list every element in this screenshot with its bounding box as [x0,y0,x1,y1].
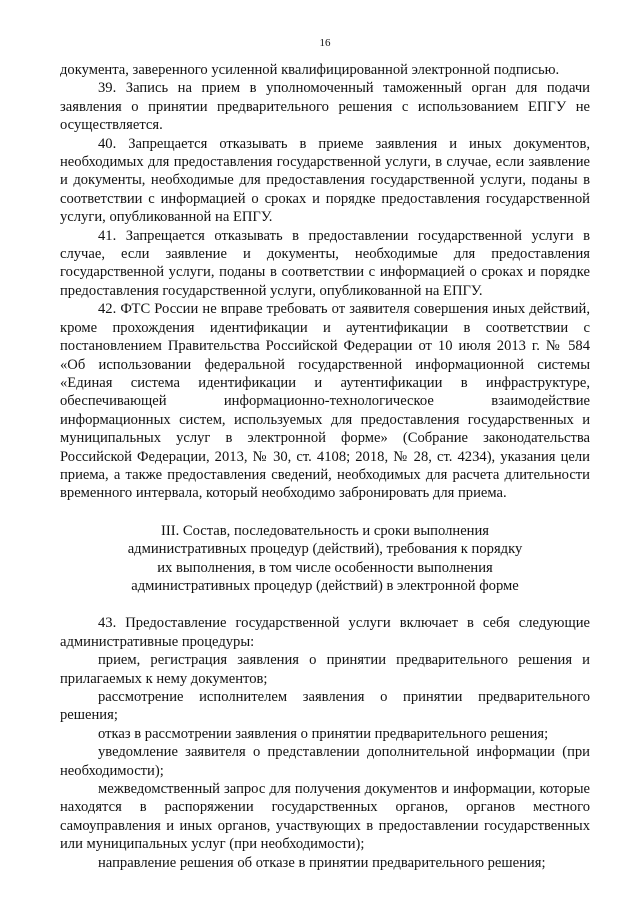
paragraph-42: 42. ФТС России не вправе требовать от заявителя совершения иных действий, кроме прохождения идентификации и аутентификации в соответствии с постановлением Правительства Российской Федерации от 10 июля 2013 г. № 584 «Об использовании федеральной государственной информационной системы «Единая система идентификации и аутентификации в инфраструктуре, обеспечивающей информационно-технологическое взаимодействие информационных систем, используемых для предоставления государственных и муниципальных услуг в электронной форме» (Собрание законодательства Российской Федерации, 2013, № 30, ст. 4108; 2018, № 28, ст. 4234), указания цели приема, а также предоставления сведений, необходимых для расчета длительности временного интервала, который необходимо забронировать для приема. [60,301,590,502]
paragraph-41: 41. Запрещается отказывать в предоставлении государственной услуги в случае, если заявление и документы, необходимые для предоставления государственной услуги, поданы в соответствии с информацией о сроках и порядке предоставления государственной услуги, опубликованной на ЕПГУ. [60,227,590,299]
section-heading-line: III. Состав, последовательность и сроки выполнения [160,522,490,539]
procedure-item: прием, регистрация заявления о принятии предварительного решения и прилагаемых к нему документов; [60,652,590,687]
procedure-item: межведомственный запрос для получения документов и информации, которые находятся в распоряжении государственных органов, органов местного самоуправления и иных органов, участвующих в предоставлении государственных или муниципальных услуг (при необходимости); [60,781,590,853]
procedure-item: рассмотрение исполнителем заявления о принятии предварительного решения; [60,689,590,724]
section-heading-line: их выполнения, в том числе особенности выполнения [157,559,493,576]
procedure-item: отказ в рассмотрении заявления о принятии предварительного решения; [98,725,549,742]
paragraph-39: 39. Запись на прием в уполномоченный таможенный орган для подачи заявления о принятии предварительного решения с использованием ЕПГУ не осуществляется. [60,80,590,134]
paragraph-continuation: документа, заверенного усиленной квалифицированной электронной подписью. [60,62,560,78]
procedure-item: направление решения об отказе в принятии предварительного решения; [98,854,546,871]
section-heading-line: административных процедур (действий), требования к порядку [127,541,523,558]
procedure-item: уведомление заявителя о представлении дополнительной информации (при необходимости); [60,744,590,779]
page-number: 16 [319,37,331,49]
section-heading [60,522,590,596]
paragraph-43: 43. Предоставление государственной услуги включает в себя следующие административные процедуры: [60,615,590,650]
document-body [60,61,590,872]
paragraph-40: 40. Запрещается отказывать в приеме заявления и иных документов, необходимых для предоставления государственной услуги, в случае, если заявление и документы, необходимые для предоставления государственной услуги, поданы в соответствии с информацией о сроках и порядке предоставления государственной услуги, опубликованной на ЕПГУ. [60,135,590,226]
section-heading-line: административных процедур (действий) в электронной форме [131,577,519,594]
